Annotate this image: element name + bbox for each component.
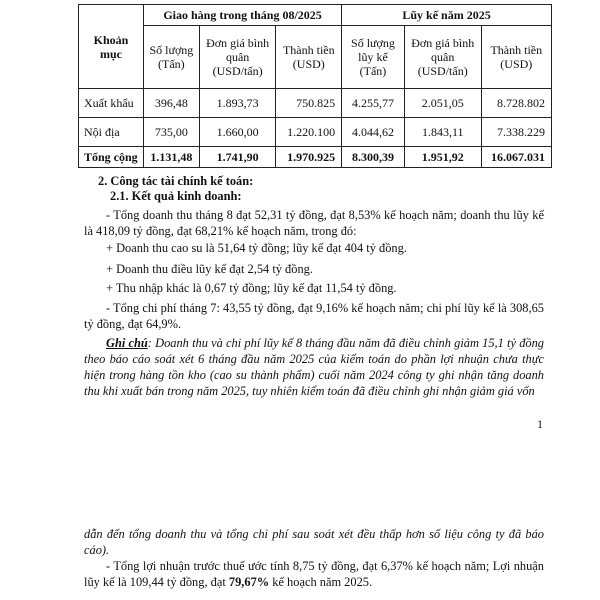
cell-unit-price: 1.893,73 (199, 89, 276, 118)
cell-qty-ytd: 4.255,77 (342, 89, 405, 118)
row-label: Nội địa (79, 118, 144, 147)
cell-qty-ytd: 4.044,62 (342, 118, 405, 147)
cell-qty-ytd: 8.300,39 (342, 147, 405, 168)
profit-text-a: - Tổng lợi nhuận trước thuế ước tính 8,75 tỷ đồng, đạt 6,37% kế hoạch năm; Lợi nhuận lũy kế là 109,44 tỷ đồng, đạt (84, 559, 544, 589)
row-label: Tổng cộng (79, 147, 144, 168)
expense-paragraph: - Tổng chi phí tháng 7: 43,55 tỷ đồng, đạt 9,16% kế hoạch năm; chi phí lũy kế là 308,65 tỷ đồng, đạt 64,9%. (84, 301, 544, 331)
cell-amount: 1.220.100 (276, 118, 342, 147)
cashew-revenue-bullet: + Doanh thu điều lũy kế đạt 2,54 tỷ đồng. (106, 262, 313, 276)
col-header-amount-ytd: Thành tiền (USD) (481, 26, 551, 89)
group-header-ytd: Lũy kế năm 2025 (342, 5, 552, 26)
profit-percent: 79,67% (228, 575, 270, 589)
cell-amount-ytd: 8.728.802 (481, 89, 551, 118)
cell-amount-ytd: 7.338.229 (481, 118, 551, 147)
page-break (0, 450, 600, 518)
cell-qty: 1.131,48 (144, 147, 200, 168)
cell-qty: 735,00 (144, 118, 200, 147)
col-header-unit-price: Đơn giá bình quân (USD/tấn) (199, 26, 276, 89)
revenue-paragraph: - Tổng doanh thu tháng 8 đạt 52,31 tỷ đồng, đạt 8,53% kế hoạch năm; doanh thu lũy kế là 418,09 tỷ đồng, đạt 68,21% kế hoạch năm, trong đó: (84, 208, 544, 238)
note-text: : Doanh thu và chi phí lũy kế 8 tháng đầu năm đã điều chỉnh giảm 15,1 tỷ đồng theo báo cáo soát xét 6 tháng đầu năm 2025 của kiểm toán do phần lợi nhuận chưa thực hiện trong hàng tồn kho (cao su thành phẩm) cuối năm 2024 công ty ghi nhận tăng doanh thu khi xuất bán trong năm 2025, tuy nhiên kiểm toán đã điều chỉnh ghi nhận giảm giá vốn (84, 336, 544, 398)
section-heading: 2. Công tác tài chính kế toán: (98, 174, 254, 188)
table-row (79, 118, 552, 147)
rubber-revenue-bullet: + Doanh thu cao su là 51,64 tỷ đồng; lũy kế đạt 404 tỷ đồng. (106, 241, 407, 255)
table-row-total (79, 147, 552, 168)
note-continuation: dẫn đến tổng doanh thu và tổng chi phí sau soát xét đều thấp hơn số liệu công ty đã báo cáo). (84, 527, 544, 557)
profit-paragraph (84, 558, 544, 590)
row-header: Khoản mục (79, 5, 144, 89)
note-paragraph (84, 335, 544, 399)
subsection-heading: 2.1. Kết quả kinh doanh: (110, 189, 242, 203)
cell-unit-price-ytd: 2.051,05 (404, 89, 481, 118)
cell-unit-price-ytd: 1.843,11 (404, 118, 481, 147)
delivery-table (78, 4, 552, 168)
cell-unit-price-ytd: 1.951,92 (404, 147, 481, 168)
cell-amount: 750.825 (276, 89, 342, 118)
table-row (79, 89, 552, 118)
cell-amount-ytd: 16.067.031 (481, 147, 551, 168)
col-header-qty-ytd: Số lượng lũy kế (Tấn) (342, 26, 405, 89)
col-header-qty: Số lượng (Tấn) (144, 26, 200, 89)
cell-unit-price: 1.741,90 (199, 147, 276, 168)
col-header-unit-price-ytd: Đơn giá bình quân (USD/tấn) (404, 26, 481, 89)
profit-text-b: kế hoạch năm 2025. (269, 575, 373, 589)
cell-qty: 396,48 (144, 89, 200, 118)
cell-unit-price: 1.660,00 (199, 118, 276, 147)
note-label: Ghi chú (106, 336, 148, 350)
col-header-amount: Thành tiền (USD) (276, 26, 342, 89)
other-income-bullet: + Thu nhập khác là 0,67 tỷ đồng; lũy kế đạt 11,54 tỷ đồng. (106, 281, 397, 295)
group-header-month: Giao hàng trong tháng 08/2025 (144, 5, 342, 26)
row-label: Xuất khẩu (79, 89, 144, 118)
cell-amount: 1.970.925 (276, 147, 342, 168)
page-number: 1 (537, 417, 543, 431)
